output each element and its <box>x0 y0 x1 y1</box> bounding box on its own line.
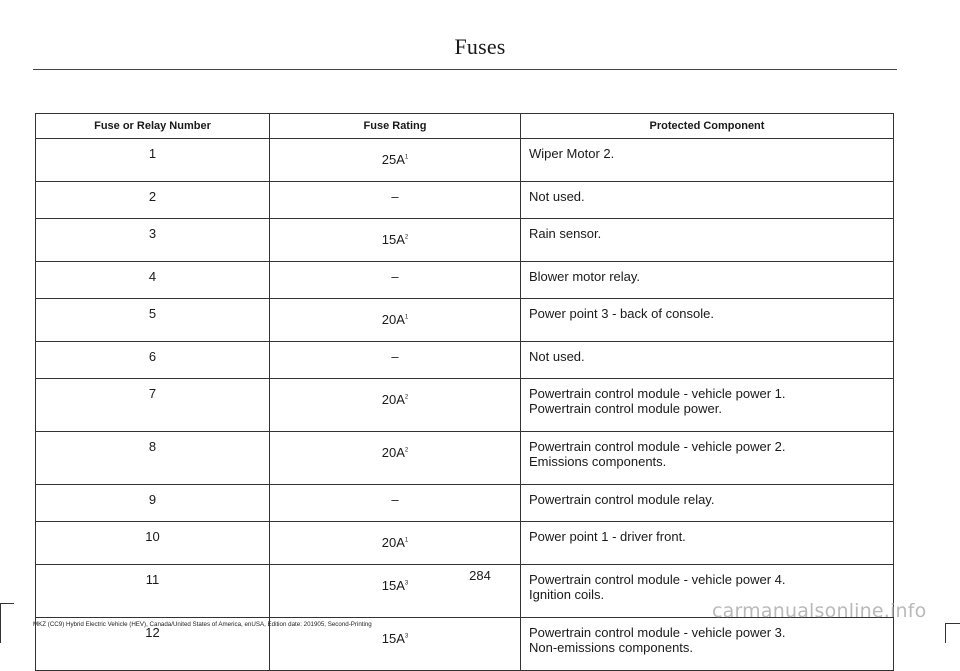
fuse-rating-value: – <box>391 492 399 507</box>
component-line: Not used. <box>529 349 585 364</box>
fuse-rating-value: 15A <box>381 232 405 247</box>
fuse-number-cell: 5 <box>36 299 270 342</box>
table-row <box>36 342 894 379</box>
table-row <box>36 182 894 219</box>
fuse-number-cell: 11 <box>36 565 270 618</box>
fuse-rating-value: 15A <box>381 578 405 593</box>
footnote-marker: 2 <box>404 447 409 454</box>
fuse-number-cell: 4 <box>36 262 270 299</box>
component-line: Powertrain control module - vehicle power 4. <box>529 572 786 587</box>
protected-component-cell <box>521 342 894 379</box>
protected-component-cell <box>521 139 894 182</box>
fuse-number-cell: 2 <box>36 182 270 219</box>
protected-component-cell <box>521 299 894 342</box>
title-divider <box>33 69 897 70</box>
fuse-table <box>35 113 894 671</box>
fuse-rating-value: 20A <box>381 445 405 460</box>
fuse-rating-cell <box>270 262 521 299</box>
component-line: Ignition coils. <box>529 587 605 602</box>
fuse-number-cell: 7 <box>36 379 270 432</box>
fuse-rating-cell <box>270 522 521 565</box>
crop-mark <box>945 623 946 643</box>
component-line: Powertrain control module relay. <box>529 492 715 507</box>
table-row <box>36 139 894 182</box>
component-line: Not used. <box>529 189 585 204</box>
fuse-rating-cell <box>270 139 521 182</box>
crop-mark <box>0 603 14 604</box>
table-row <box>36 379 894 432</box>
fuse-number-cell: 10 <box>36 522 270 565</box>
component-line: Power point 3 - back of console. <box>529 306 714 321</box>
fuse-number-cell: 12 <box>36 618 270 671</box>
fuse-rating-cell <box>270 379 521 432</box>
component-line: Non-emissions components. <box>529 640 694 655</box>
crop-mark <box>0 603 1 643</box>
component-line: Wiper Motor 2. <box>529 146 615 161</box>
footnote-marker: 3 <box>404 580 409 587</box>
fuse-number-cell: 6 <box>36 342 270 379</box>
fuse-rating-cell <box>270 432 521 485</box>
protected-component-cell <box>521 262 894 299</box>
header-protected-component: Protected Component <box>521 114 894 139</box>
watermark-text: carmanualsonline.info <box>712 600 927 622</box>
table-row <box>36 219 894 262</box>
fuse-rating-value: – <box>391 349 399 364</box>
header-fuse-rating: Fuse Rating <box>270 114 521 139</box>
table-row <box>36 522 894 565</box>
fuse-rating-value: 25A <box>381 152 405 167</box>
fuse-rating-cell <box>270 219 521 262</box>
footnote-marker: 2 <box>404 394 409 401</box>
fuse-rating-value: – <box>391 269 399 284</box>
fuse-rating-cell <box>270 485 521 522</box>
footer-edition-text: MKZ (CC9) Hybrid Electric Vehicle (HEV), Canada/United States of America, enUSA, Edition date: 201905, Second-Printing <box>33 621 372 628</box>
fuse-rating-value: 15A <box>381 631 405 646</box>
table-row <box>36 262 894 299</box>
component-line: Powertrain control module - vehicle power 3. <box>529 625 786 640</box>
table-row <box>36 485 894 522</box>
component-line: Powertrain control module - vehicle power 2. <box>529 439 786 454</box>
protected-component-cell <box>521 182 894 219</box>
page-title: Fuses <box>454 34 506 59</box>
fuse-number-cell: 1 <box>36 139 270 182</box>
protected-component-cell <box>521 379 894 432</box>
component-line: Powertrain control module power. <box>529 401 722 416</box>
page-number: 284 <box>469 568 491 583</box>
component-line: Emissions components. <box>529 454 667 469</box>
protected-component-cell <box>521 485 894 522</box>
table-header-row <box>36 114 894 139</box>
fuse-rating-cell <box>270 182 521 219</box>
protected-component-cell <box>521 219 894 262</box>
protected-component-cell <box>521 522 894 565</box>
component-line: Rain sensor. <box>529 226 602 241</box>
table-row <box>36 299 894 342</box>
footnote-marker: 3 <box>404 633 409 640</box>
fuse-number-cell: 3 <box>36 219 270 262</box>
fuse-rating-value: – <box>391 189 399 204</box>
footnote-marker: 1 <box>404 314 409 321</box>
fuse-rating-value: 20A <box>381 312 405 327</box>
protected-component-cell <box>521 618 894 671</box>
component-line: Powertrain control module - vehicle power 1. <box>529 386 786 401</box>
footnote-marker: 2 <box>404 234 409 241</box>
header-fuse-number: Fuse or Relay Number <box>36 114 270 139</box>
protected-component-cell <box>521 432 894 485</box>
fuse-number-cell: 9 <box>36 485 270 522</box>
crop-mark <box>945 623 960 624</box>
footnote-marker: 1 <box>404 537 409 544</box>
fuse-number-cell: 8 <box>36 432 270 485</box>
footnote-marker: 1 <box>404 154 409 161</box>
component-line: Blower motor relay. <box>529 269 641 284</box>
fuse-rating-cell <box>270 342 521 379</box>
component-line: Power point 1 - driver front. <box>529 529 686 544</box>
fuse-rating-value: 20A <box>381 535 405 550</box>
fuse-rating-value: 20A <box>381 392 405 407</box>
table-row <box>36 432 894 485</box>
fuse-rating-cell <box>270 299 521 342</box>
